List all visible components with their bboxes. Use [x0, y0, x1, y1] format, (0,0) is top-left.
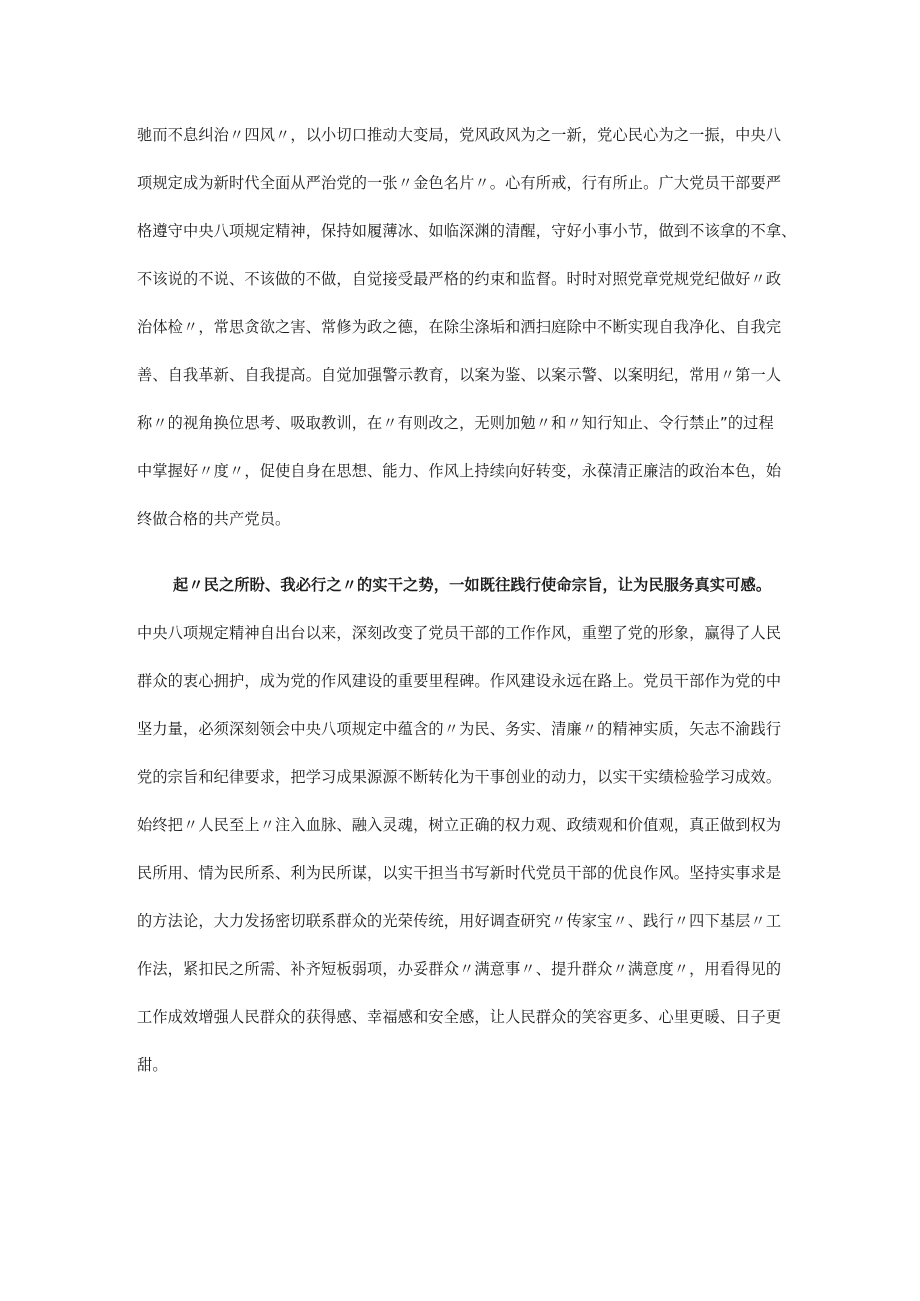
- paragraph-line: 始终把〃人民至上〃注入血脉、融入灵魂，树立正确的权力观、政绩观和价值观，真正做到权为: [137, 816, 782, 834]
- paragraph-line: 坚力量，必须深刻领会中央八项规定中蕴含的〃为民、务实、清廉〃的精神实质，矢志不渝践行: [137, 720, 782, 738]
- paragraph-line: 作法，紧扣民之所需、补齐短板弱项，办妥群众〃满意事〃、提升群众〃满意度〃，用看得见的: [137, 960, 782, 978]
- paragraph-line: 工作成效增强人民群众的获得感、幸福感和安全感，让人民群众的笑容更多、心里更暖、日子更: [137, 1008, 782, 1026]
- paragraph-line: 格遵守中央八项规定精神，保持如履薄冰、如临深渊的清醒，守好小事小节，做到不该拿的不拿、: [137, 222, 797, 240]
- paragraph-line: 甜。: [137, 1056, 168, 1074]
- paragraph-line: 终做合格的共产党员。: [137, 510, 291, 528]
- paragraph-line: 中央八项规定精神自出台以来，深刻改变了党员干部的工作作风，重塑了党的形象，赢得了人民: [137, 624, 782, 642]
- section-heading: 起〃民之所盼、我必行之〃的实干之势，一如既往践行使命宗旨，让为民服务真实可感。: [173, 576, 772, 594]
- paragraph-line: 善、自我革新、自我提高。自觉加强警示教育，以案为鉴、以案示警、以案明纪，常用〃第一人: [137, 366, 782, 384]
- paragraph-1: [137, 111, 797, 543]
- paragraph-line: 民所用、情为民所系、利为民所谋，以实干担当书写新时代党员干部的优良作风。坚持实事求是: [137, 864, 782, 882]
- paragraph-line: 驰而不息纠治〃四风〃，以小切口推动大变局，党风政风为之一新，党心民心为之一振，中央八: [137, 126, 782, 144]
- paragraph-line: 中掌握好〃度〃，促使自身在思想、能力、作风上持续向好转变，永葆清正廉洁的政治本色，始: [137, 462, 782, 480]
- paragraph-line: 不该说的不说、不该做的不做，自觉接受最严格的约束和监督。时时对照党章党规党纪做好〃政: [137, 270, 782, 288]
- paragraph-line: 的方法论，大力发扬密切联系群众的光荣传统，用好调查研究〃传家宝〃、践行〃四下基层〃工: [137, 912, 782, 930]
- paragraph-line: 党的宗旨和纪律要求，把学习成果源源不断转化为干事创业的动力，以实干实绩检验学习成效。: [137, 768, 782, 786]
- section-2: [137, 561, 789, 1089]
- paragraph-line: 项规定成为新时代全面从严治党的一张〃金色名片〃。心有所戒，行有所止。广大党员干部要严: [137, 174, 782, 192]
- paragraph-line: 群众的衷心拥护，成为党的作风建设的重要里程碑。作风建设永远在路上。党员干部作为党的中: [137, 672, 782, 690]
- paragraph-line: 称〃的视角换位思考、吸取教训，在〃有则改之，无则加勉〃和〃知行知止、令行禁止”的过程: [137, 414, 774, 432]
- paragraph-line: 治体检〃，常思贪欲之害、常修为政之德，在除尘涤垢和洒扫庭除中不断实现自我净化、自我完: [137, 318, 782, 336]
